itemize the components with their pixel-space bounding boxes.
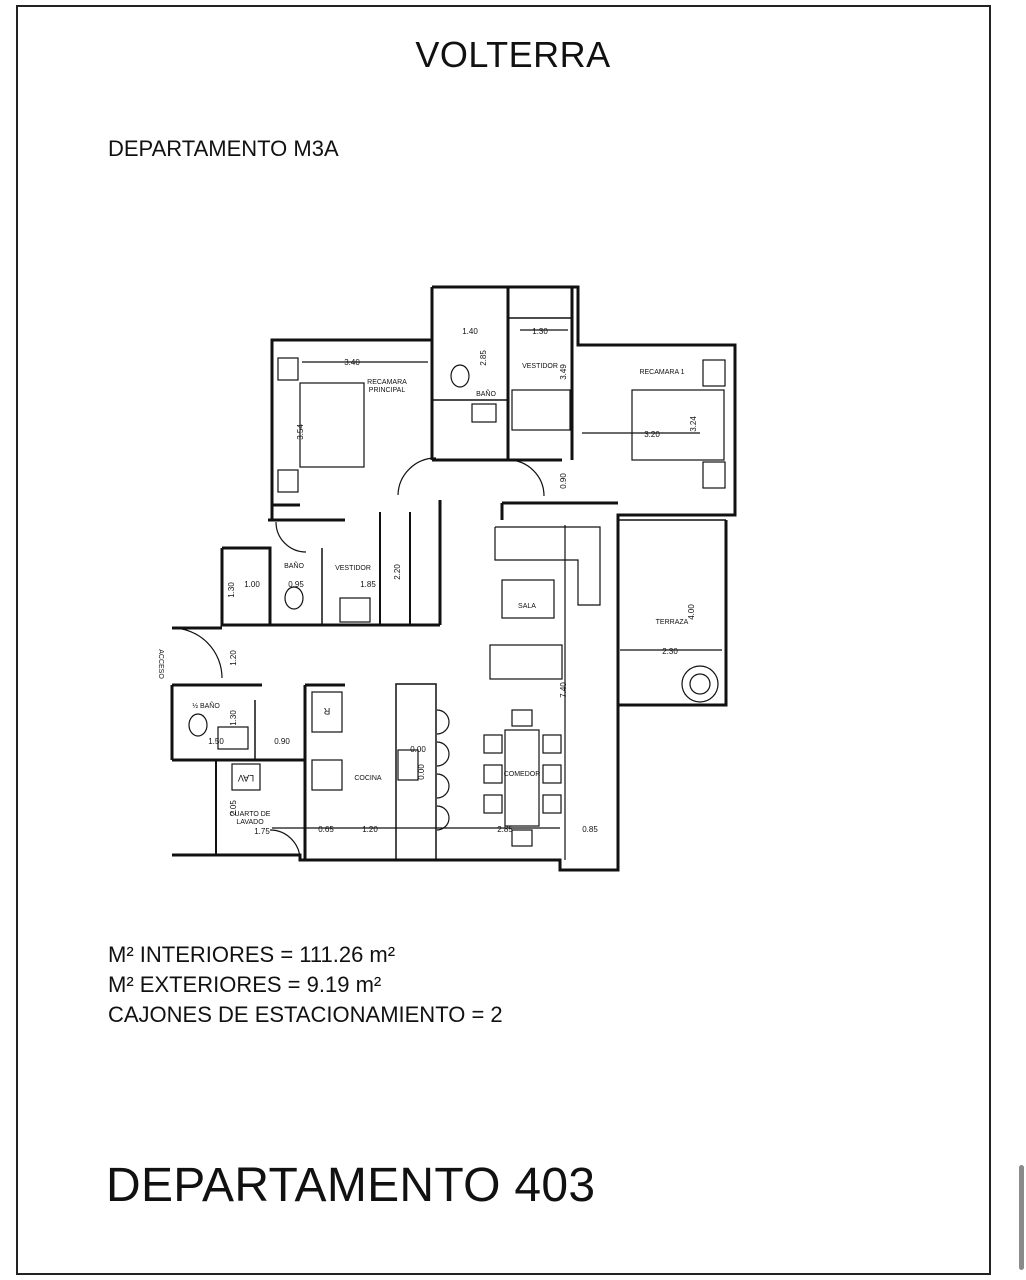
dimension: 2.85 [497,825,513,834]
dimension: 0.85 [582,825,598,834]
nightstand [278,358,298,380]
dimension: 2.20 [393,564,402,580]
room-label: BAÑO [284,563,304,570]
stool [437,806,449,830]
room-label: PRINCIPAL [368,387,406,394]
project-title: VOLTERRA [415,34,611,75]
shower [340,598,370,622]
area-summary [108,940,503,1030]
dimension: 1.00 [244,580,260,589]
nightstand [703,360,725,386]
room-label: VESTIDOR [335,565,371,572]
room-label: LAVADO [236,819,264,826]
room-label: SALA [518,603,536,610]
dimension: 1.40 [462,327,478,336]
room-label: TERRAZA [655,619,689,626]
kitchen-island [396,684,436,860]
chair [484,765,502,783]
stool [437,774,449,798]
dimension: 0.90 [559,473,568,489]
chair [543,795,561,813]
chair [484,735,502,753]
chair [543,765,561,783]
toilet [285,587,303,609]
dimension: 3.40 [344,358,360,367]
sofa [495,527,600,605]
stool [437,710,449,734]
chair [512,710,532,726]
dimension: 7.40 [559,682,568,698]
dimension: 4.00 [687,604,696,620]
coffee-table [502,580,554,618]
room-label: COMEDOR [503,771,541,778]
bed-1 [632,390,724,460]
door-swing [276,522,306,552]
dimension: 2.30 [662,647,678,656]
nightstand [278,470,298,492]
stool [437,742,449,766]
outer-wall [618,515,726,705]
door-swing [172,628,222,678]
scrollbar-thumb[interactable] [1019,1165,1024,1270]
outer-wall [268,287,432,520]
dimension: 1.30 [532,327,548,336]
dimension: 1.85 [360,580,376,589]
dimension: 3.20 [644,430,660,439]
closet [512,390,570,430]
parking-spaces: CAJONES DE ESTACIONAMIENTO = 2 [108,1002,503,1027]
floor-plan [136,280,756,880]
dimension: 0.95 [288,580,304,589]
unit-number: DEPARTAMENTO 403 [106,1159,596,1212]
shower [472,404,496,422]
room-label: LAV [237,773,255,783]
dimension: 0.00 [410,745,426,754]
room-label: RECAMARA [367,379,407,386]
door-swing [508,460,544,496]
room-label: ½ BAÑO [192,703,220,710]
dimension: 2.85 [479,350,488,366]
room-label: BAÑO [476,391,496,398]
dimension: 3.54 [296,424,305,440]
dimension: 3.49 [559,364,568,380]
dining-table [505,730,539,826]
dimension: 0.00 [417,764,426,780]
chair [543,735,561,753]
stove [398,750,418,780]
dimension: 1.50 [208,737,224,746]
room-label: R [323,706,331,716]
dimension: 3.24 [689,416,698,432]
dimension: 2.05 [229,800,238,816]
sink [312,760,342,790]
room-label: ACCESO [157,649,164,679]
dimension: 1.20 [229,650,238,666]
door-swing [398,458,436,495]
plant [690,674,710,694]
dimension: 0.90 [274,737,290,746]
exterior-area: M² EXTERIORES = 9.19 m² [108,972,382,997]
chair [512,830,532,846]
sofa-2 [490,645,562,679]
interior-area: M² INTERIORES = 111.26 m² [108,942,396,967]
dimension: 1.30 [229,710,238,726]
dimension: 1.30 [227,582,236,598]
nightstand [703,462,725,488]
plant [682,666,718,702]
dimension: 0.65 [318,825,334,834]
toilet [189,714,207,736]
room-label: COCINA [354,775,382,782]
toilet [451,365,469,387]
apartment-type: DEPARTAMENTO M3A [108,136,339,161]
chair [484,795,502,813]
room-label: RECAMARA 1 [639,369,685,376]
room-label: CUARTO DE [229,811,271,818]
bed-master [300,383,364,467]
dimension: 1.20 [362,825,378,834]
room-label: VESTIDOR [522,363,558,370]
dimension: 1.75 [254,827,270,836]
